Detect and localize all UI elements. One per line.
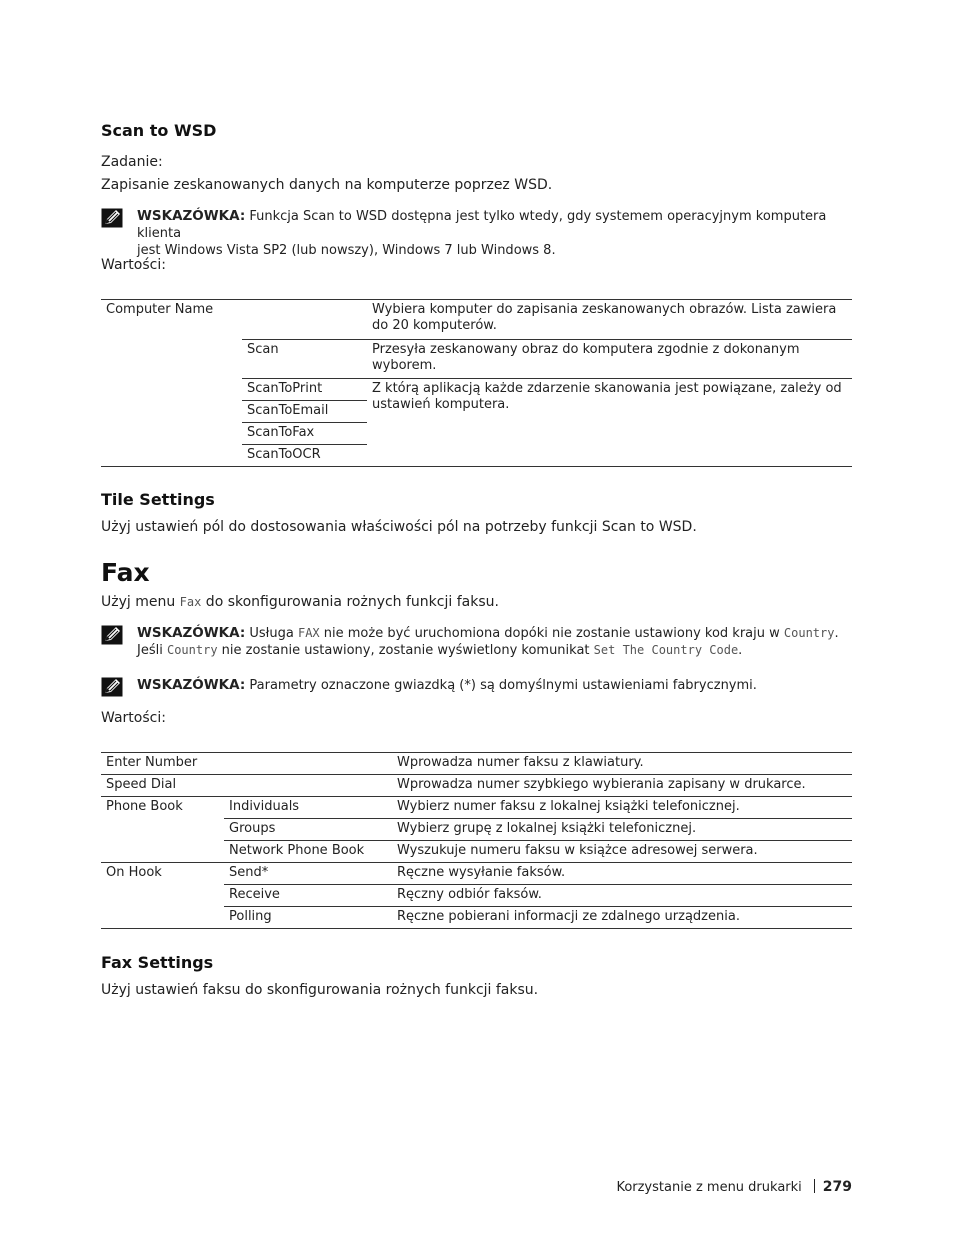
table-cell-individuals: Individuals [224,797,392,819]
section-heading-fax-settings: Fax Settings [101,953,214,972]
chapter-heading-fax: Fax [101,558,150,587]
note-text-line2: jest Windows Vista SP2 (lub nowszy), Windows 7 lub Windows 8. [137,243,556,258]
table-cell-scantoprint: ScanToPrint [242,379,367,401]
note-text: Jeśli [137,643,167,658]
table-cell-scan: Scan [242,340,367,379]
fax-intro [101,594,499,610]
table-cell-computer-name: Computer Name [101,300,242,467]
table-cell-phone-book: Phone Book [101,797,224,863]
table-cell-receive: Receive [224,885,392,907]
table-cell-on-hook: On Hook [101,863,224,929]
note-text: Parametry oznaczone gwiazdką (*) są domyślnymi ustawieniami fabrycznymi. [245,678,757,693]
table-cell-groups: Groups [224,819,392,841]
note-pencil-icon [101,625,123,645]
fax-values-table [101,752,852,929]
fax-menu-code: Fax [179,595,202,609]
table-cell-desc: Wybierz numer faksu z lokalnej książki telefonicznej. [392,797,852,819]
section-heading-scan-to-wsd: Scan to WSD [101,121,217,140]
table-cell-desc: Ręczny odbiór faksów. [392,885,852,907]
note-label: WSKAZÓWKA: [137,208,246,224]
table-cell-scantofax: ScanToFax [242,423,367,445]
table-cell-empty [242,300,367,340]
note-fax-country [101,625,853,663]
note-text: Usługa [245,626,298,641]
table-cell-desc: Wybierz grupę z lokalnej książki telefonicznej. [392,819,852,841]
table-cell-desc: Ręczne wysyłanie faksów. [392,863,852,885]
table-cell-desc: Wprowadza numer szybkiego wybierania zapisany w drukarce. [397,777,806,792]
note-label: WSKAZÓWKA: [137,677,246,693]
values-label-fax: Wartości: [101,710,166,726]
table-cell-desc: Z którą aplikacją każde zdarzenie skanowania jest powiązane, zależy od ustawień komputera. [367,379,852,467]
table-cell-desc: Wyszukuje numeru faksu w książce adresowej serwera. [392,841,852,863]
table-cell-speed-dial: Speed Dial [106,777,177,792]
page-number: 279 [822,1179,852,1195]
table-cell-desc: Ręczne pobierani informacji ze zdalnego urządzenia. [392,907,852,929]
note-text-line1: Funkcja Scan to WSD dostępna jest tylko wtedy, gdy systemem operacyjnym komputera klienta [137,209,827,241]
table-cell-scantoocr: ScanToOCR [242,445,367,467]
note-fax-defaults [101,677,853,699]
values-label-scan: Wartości: [101,257,166,273]
fax-settings-text: Użyj ustawień faksu do skonfigurowania rożnych funkcji faksu. [101,982,539,998]
note-scan-to-wsd [101,208,853,258]
table-cell-scantoemail: ScanToEmail [242,401,367,423]
table-cell-network-phone-book: Network Phone Book [224,841,392,863]
section-heading-tile-settings: Tile Settings [101,490,215,509]
code-set-country: Set The Country Code [593,643,739,657]
note-text: . [834,626,839,641]
page-footer [616,1179,852,1195]
fax-intro-text: do skonfigurowania rożnych funkcji faksu. [201,594,499,610]
task-label: Zadanie: [101,154,163,170]
fax-intro-text: Użyj menu [101,594,180,610]
note-pencil-icon [101,677,123,697]
table-cell-polling: Polling [224,907,392,929]
code-country: Country [783,626,835,640]
task-text: Zapisanie zeskanowanych danych na komputerze poprzez WSD. [101,177,553,193]
table-cell-desc: Przesyła zeskanowany obraz do komputera zgodnie z dokonanym wyborem. [367,340,852,379]
table-cell-send: Send* [224,863,392,885]
scan-to-wsd-values-table [101,299,852,467]
table-cell-desc: Wybiera komputer do zapisania zeskanowanych obrazów. Lista zawiera do 20 komputerów. [372,302,837,333]
footer-chapter: Korzystanie z menu drukarki [616,1180,802,1195]
note-text: . [738,643,743,658]
table-cell-desc: Wprowadza numer faksu z klawiatury. [397,755,644,770]
footer-divider [814,1179,815,1193]
note-text: nie zostanie ustawiony, zostanie wyświetlony komunikat [217,643,594,658]
note-text: nie może być uruchomiona dopóki nie zostanie ustawiony kod kraju w [319,626,784,641]
note-label: WSKAZÓWKA: [137,625,246,641]
code-country: Country [166,643,218,657]
code-fax: FAX [297,626,320,640]
note-pencil-icon [101,208,123,228]
table-cell-enter-number: Enter Number [106,755,198,770]
tile-settings-text: Użyj ustawień pól do dostosowania właściwości pól na potrzeby funkcji Scan to WSD. [101,519,697,535]
